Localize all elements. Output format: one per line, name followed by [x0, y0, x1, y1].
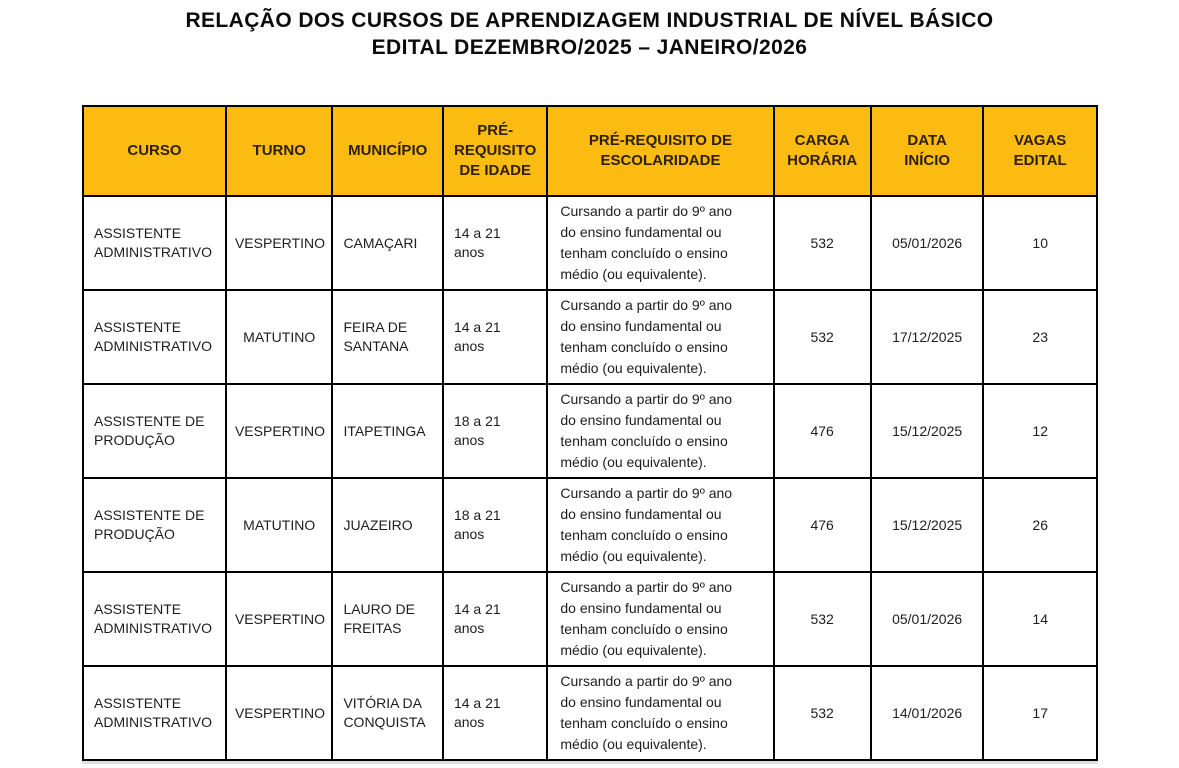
cell-curso: ASSISTENTE ADMINISTRATIVO — [83, 666, 226, 760]
column-header-curso: CURSO — [83, 106, 226, 196]
column-header-municipio: MUNICÍPIO — [332, 106, 443, 196]
cell-pre-requisito-idade: 14 a 21 anos — [443, 572, 547, 666]
column-header-pre-requisito-escolaridade: PRÉ-REQUISITO DE ESCOLARIDADE — [547, 106, 773, 196]
cell-data-inicio: 17/12/2025 — [871, 290, 984, 384]
courses-table-body — [83, 196, 1097, 760]
cell-turno: VESPERTINO — [226, 666, 332, 760]
cell-carga-horaria: 532 — [774, 666, 871, 760]
table-row — [83, 572, 1097, 666]
cell-vagas-edital: 17 — [983, 666, 1097, 760]
cell-carga-horaria: 476 — [774, 478, 871, 572]
cell-turno: MATUTINO — [226, 478, 332, 572]
cell-data-inicio: 05/01/2026 — [871, 572, 984, 666]
cell-municipio: JUAZEIRO — [332, 478, 443, 572]
column-header-carga-horaria: CARGA HORÁRIA — [774, 106, 871, 196]
cell-turno: VESPERTINO — [226, 572, 332, 666]
cell-carga-horaria: 532 — [774, 572, 871, 666]
cell-pre-requisito-idade: 14 a 21 anos — [443, 666, 547, 760]
cell-data-inicio: 05/01/2026 — [871, 196, 984, 290]
cell-municipio: ITAPETINGA — [332, 384, 443, 478]
cell-vagas-edital: 23 — [983, 290, 1097, 384]
cell-curso: ASSISTENTE ADMINISTRATIVO — [83, 196, 226, 290]
cell-pre-requisito-escolaridade: Cursando a partir do 9º ano do ensino fundamental ou tenham concluído o ensino médio (ou equivalente). — [547, 384, 773, 478]
cell-vagas-edital: 12 — [983, 384, 1097, 478]
table-row — [83, 290, 1097, 384]
column-header-turno: TURNO — [226, 106, 332, 196]
cell-pre-requisito-escolaridade: Cursando a partir do 9º ano do ensino fundamental ou tenham concluído o ensino médio (ou equivalente). — [547, 196, 773, 290]
cell-pre-requisito-idade: 18 a 21 anos — [443, 478, 547, 572]
cell-pre-requisito-escolaridade: Cursando a partir do 9º ano do ensino fundamental ou tenham concluído o ensino médio (ou equivalente). — [547, 666, 773, 760]
column-header-vagas-edital: VAGAS EDITAL — [983, 106, 1097, 196]
page-title — [0, 7, 1179, 62]
cell-pre-requisito-idade: 14 a 21 anos — [443, 196, 547, 290]
page-title-line-1: RELAÇÃO DOS CURSOS DE APRENDIZAGEM INDUSTRIAL DE NÍVEL BÁSICO — [185, 9, 994, 32]
cell-data-inicio: 14/01/2026 — [871, 666, 984, 760]
table-header — [83, 106, 1097, 196]
cell-turno: MATUTINO — [226, 290, 332, 384]
column-header-pre-requisito-idade: PRÉ-REQUISITO DE IDADE — [443, 106, 547, 196]
courses-table-container — [82, 105, 1098, 761]
cell-carga-horaria: 532 — [774, 196, 871, 290]
header-row — [83, 106, 1097, 196]
cell-curso: ASSISTENTE ADMINISTRATIVO — [83, 572, 226, 666]
cell-turno: VESPERTINO — [226, 384, 332, 478]
cell-municipio: CAMAÇARI — [332, 196, 443, 290]
cell-data-inicio: 15/12/2025 — [871, 384, 984, 478]
table-row — [83, 196, 1097, 290]
cell-pre-requisito-escolaridade: Cursando a partir do 9º ano do ensino fundamental ou tenham concluído o ensino médio (ou equivalente). — [547, 478, 773, 572]
cell-pre-requisito-escolaridade: Cursando a partir do 9º ano do ensino fundamental ou tenham concluído o ensino médio (ou equivalente). — [547, 290, 773, 384]
cell-carga-horaria: 476 — [774, 384, 871, 478]
cell-pre-requisito-escolaridade: Cursando a partir do 9º ano do ensino fundamental ou tenham concluído o ensino médio (ou equivalente). — [547, 572, 773, 666]
table-row — [83, 666, 1097, 760]
cell-vagas-edital: 14 — [983, 572, 1097, 666]
column-header-data-inicio: DATA INÍCIO — [871, 106, 984, 196]
cell-curso: ASSISTENTE ADMINISTRATIVO — [83, 290, 226, 384]
table-row — [83, 384, 1097, 478]
cell-curso: ASSISTENTE DE PRODUÇÃO — [83, 478, 226, 572]
table-row — [83, 478, 1097, 572]
cell-pre-requisito-idade: 14 a 21 anos — [443, 290, 547, 384]
cell-pre-requisito-idade: 18 a 21 anos — [443, 384, 547, 478]
cell-vagas-edital: 10 — [983, 196, 1097, 290]
cell-municipio: LAURO DE FREITAS — [332, 572, 443, 666]
cell-municipio: FEIRA DE SANTANA — [332, 290, 443, 384]
page-title-line-2: EDITAL DEZEMBRO/2025 – JANEIRO/2026 — [371, 36, 808, 60]
cell-curso: ASSISTENTE DE PRODUÇÃO — [83, 384, 226, 478]
cell-municipio: VITÓRIA DA CONQUISTA — [332, 666, 443, 760]
cell-vagas-edital: 26 — [983, 478, 1097, 572]
cell-carga-horaria: 532 — [774, 290, 871, 384]
courses-table — [82, 105, 1098, 761]
cell-turno: VESPERTINO — [226, 196, 332, 290]
cell-data-inicio: 15/12/2025 — [871, 478, 984, 572]
